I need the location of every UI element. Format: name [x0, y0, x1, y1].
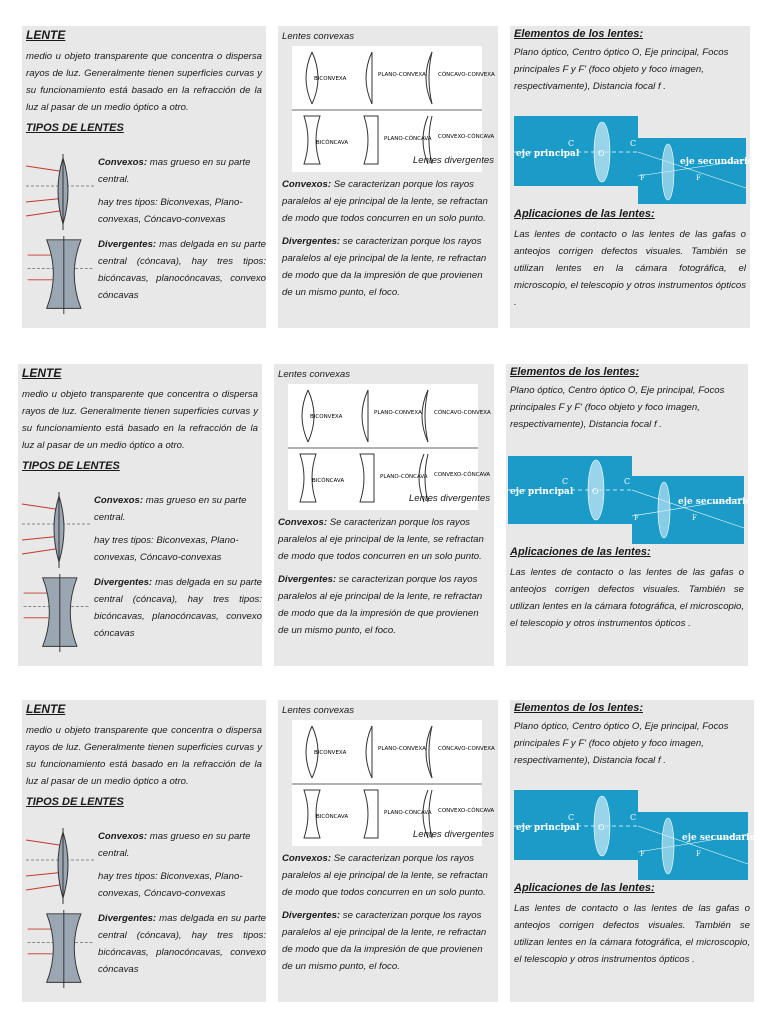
eje-secundario-image — [638, 812, 756, 880]
img-f-right: F — [696, 850, 701, 858]
convex-lens-icon — [22, 492, 90, 572]
eje-secundario-image — [632, 476, 752, 544]
t-convexoconcava: CONVEXO-CÓNCAVA — [434, 472, 491, 478]
img-o: O — [598, 823, 605, 832]
img-f-right: F — [692, 514, 697, 522]
img-c-left: C — [568, 813, 575, 822]
panel-tipos — [278, 26, 498, 328]
t-biconcava: BICÓNCAVA — [316, 814, 349, 820]
img-c-left: C — [568, 139, 575, 148]
t-planoconvexa: PLANO-CONVEXA — [378, 72, 426, 78]
t-biconvexa: BICONVEXA — [310, 414, 343, 420]
divergentes-desc: mas delgada en su parte central (cóncava), hay tres tipos: bicóncavas, planocóncavas, convexo cóncavas — [94, 577, 262, 639]
m-convexos-label: Convexos: — [282, 853, 332, 864]
elementos-title: Elementos de los lentes: — [514, 28, 643, 40]
aplicaciones-text: Las lentes de contacto o las lentes de las gafas o anteojos corrigen defectos visuales. También se utilizan lentes en la cámara fotográfica, el microscopio, el telescopio y otros instrumentos ópticos . — [510, 567, 744, 629]
img-c-left: C — [562, 477, 569, 486]
t-concavoconvexa: CÓNCAVO-CONVEXA — [438, 746, 495, 752]
elementos-text: Plano óptico, Centro óptico O, Eje principal, Focos principales F y F' (foco objeto y foco imagen, respectivamente), Distancia focal f . — [514, 721, 729, 766]
m-divergentes-desc: se caracterizan porque los rayos paralelos al eje principal de la lente, re refractan de modo que da la impresión de que provienen de un mismo punto, el foco. — [278, 574, 483, 636]
convexos-desc: mas grueso en su parte central. — [98, 831, 251, 859]
divergentes-label: Divergentes: — [98, 913, 157, 924]
concave-lens-icon — [22, 574, 90, 654]
t-convexoconcava: CONVEXO-CÓNCAVA — [438, 134, 495, 140]
panel-lente — [18, 364, 262, 666]
convexos-label: Convexos: — [94, 495, 144, 506]
lente-title: LENTE — [26, 702, 66, 716]
t-planoconcava: PLANO-CÓNCAVA — [380, 474, 428, 480]
m-convexos-label: Convexos: — [282, 179, 332, 190]
panel-tipos — [274, 364, 494, 666]
lente-intro: medio u objeto transparente que concentra o dispersa rayos de luz. Generalmente tienen superficies curvas y su funcionamiento está basado en la refracción de la luz al pasar de un medio óptico a otro. — [22, 389, 258, 451]
tipos-title: TIPOS DE LENTES — [26, 796, 124, 808]
img-f-right: F — [696, 174, 701, 182]
convexos-types: hay tres tipos: Biconvexas, Plano-convexas, Cóncavo-convexas — [98, 871, 243, 899]
eje-principal-image — [514, 116, 638, 186]
panel-elementos — [510, 700, 754, 1002]
t-planoconcava: PLANO-CÓNCAVA — [384, 810, 432, 816]
img-eje-secundario: eje secundario — [680, 157, 754, 167]
m-convexos-desc: Se caracterizan porque los rayos paralelos al eje principal de la lente, se refractan de modo que todos concurren en un solo punto. — [278, 517, 484, 562]
elementos-title: Elementos de los lentes: — [514, 702, 643, 714]
img-f-left: F — [640, 850, 645, 858]
t-biconvexa: BICONVEXA — [314, 76, 347, 82]
t-convexoconcava: CONVEXO-CÓNCAVA — [438, 808, 495, 814]
m-divergentes-desc: se caracterizan porque los rayos paralelos al eje principal de la lente, re refractan de modo que da la impresión de que provienen de un mismo punto, el foco. — [282, 236, 487, 298]
convexos-label: Convexos: — [98, 157, 148, 168]
img-o: O — [592, 487, 599, 496]
caption-convexas: Lentes convexas — [282, 705, 354, 716]
img-eje-principal: eje principal — [516, 823, 580, 833]
tipos-title: TIPOS DE LENTES — [22, 460, 120, 472]
img-f-left: F — [640, 174, 645, 182]
convexos-desc: mas grueso en su parte central. — [94, 495, 247, 523]
convex-lens-icon — [26, 828, 94, 908]
elementos-title: Elementos de los lentes: — [510, 366, 639, 378]
caption-divergentes: Lentes divergentes — [412, 829, 494, 840]
t-planoconcava: PLANO-CÓNCAVA — [384, 136, 432, 142]
convexos-types: hay tres tipos: Biconvexas, Plano-convexas, Cóncavo-convexas — [98, 197, 243, 225]
eje-principal-image — [514, 790, 638, 860]
t-biconvexa: BICONVEXA — [314, 750, 347, 756]
m-convexos-label: Convexos: — [278, 517, 328, 528]
img-eje-principal: eje principal — [510, 487, 574, 497]
panel-tipos — [278, 700, 498, 1002]
panel-elementos — [510, 26, 754, 328]
t-planoconvexa: PLANO-CONVEXA — [378, 746, 426, 752]
divergentes-desc: mas delgada en su parte central (cóncava), hay tres tipos: bicóncavas, planocóncavas, convexo cóncavas — [98, 913, 266, 975]
aplicaciones-title: Aplicaciones de las lentes: — [514, 882, 655, 894]
convexos-types: hay tres tipos: Biconvexas, Plano-convexas, Cóncavo-convexas — [94, 535, 239, 563]
panel-elementos — [506, 364, 752, 666]
m-divergentes-label: Divergentes: — [282, 910, 341, 921]
t-concavoconvexa: CÓNCAVO-CONVEXA — [434, 410, 491, 416]
img-f-left: F — [634, 514, 639, 522]
m-divergentes-label: Divergentes: — [282, 236, 341, 247]
img-c-right: C — [630, 813, 637, 822]
img-eje-secundario: eje secundario — [682, 833, 756, 843]
convexos-desc: mas grueso en su parte central. — [98, 157, 251, 185]
m-convexos-desc: Se caracterizan porque los rayos paralelos al eje principal de la lente, se refractan de modo que todos concurren en un solo punto. — [282, 853, 488, 898]
img-o: O — [598, 149, 605, 158]
elementos-text: Plano óptico, Centro óptico O, Eje principal, Focos principales F y F' (foco objeto y foco imagen, respectivamente), Distancia focal f . — [514, 47, 729, 92]
t-planoconvexa: PLANO-CONVEXA — [374, 410, 422, 416]
divergentes-desc: mas delgada en su parte central (cóncava), hay tres tipos: bicóncavas, planocóncavas, convexo cóncavas — [98, 239, 266, 301]
tipos-title: TIPOS DE LENTES — [26, 122, 124, 134]
t-biconcava: BICÓNCAVA — [316, 140, 349, 146]
convex-lens-icon — [26, 154, 94, 234]
lente-title: LENTE — [22, 366, 62, 380]
aplicaciones-title: Aplicaciones de las lentes: — [510, 546, 651, 558]
m-convexos-desc: Se caracterizan porque los rayos paralelos al eje principal de la lente, se refractan de modo que todos concurren en un solo punto. — [282, 179, 488, 224]
elementos-text: Plano óptico, Centro óptico O, Eje principal, Focos principales F y F' (foco objeto y foco imagen, respectivamente), Distancia focal f . — [510, 385, 725, 430]
convexos-label: Convexos: — [98, 831, 148, 842]
aplicaciones-text: Las lentes de contacto o las lentes de las gafas o anteojos corrigen defectos visuales. También se utilizan lentes en la cámara fotográfica, el microscopio, el telescopio y otros instrumentos ópticos . — [514, 229, 746, 308]
img-c-right: C — [624, 477, 631, 486]
caption-convexas: Lentes convexas — [278, 369, 350, 380]
caption-convexas: Lentes convexas — [282, 31, 354, 42]
img-eje-principal: eje principal — [516, 149, 580, 159]
eje-principal-image — [508, 456, 632, 524]
img-c-right: C — [630, 139, 637, 148]
concave-lens-icon — [26, 236, 94, 316]
eje-secundario-image — [638, 138, 754, 204]
lente-intro: medio u objeto transparente que concentra o dispersa rayos de luz. Generalmente tienen superficies curvas y su funcionamiento está basado en la refracción de la luz al pasar de un medio óptico a otro. — [26, 725, 262, 787]
img-eje-secundario: eje secundario — [678, 497, 752, 507]
caption-divergentes: Lentes divergentes — [408, 493, 490, 504]
lente-intro: medio u objeto transparente que concentra o dispersa rayos de luz. Generalmente tienen superficies curvas y su funcionamiento está basado en la refracción de la luz al pasar de un medio óptico a otro. — [26, 51, 262, 113]
divergentes-label: Divergentes: — [94, 577, 153, 588]
t-biconcava: BICÓNCAVA — [312, 478, 345, 484]
caption-divergentes: Lentes divergentes — [412, 155, 494, 166]
aplicaciones-title: Aplicaciones de las lentes: — [514, 208, 655, 220]
aplicaciones-text: Las lentes de contacto o las lentes de las gafas o anteojos corrigen defectos visuales. También se utilizan lentes en la cámara fotográfica, el microscopio, el telescopio y otros instrumentos ópticos . — [514, 903, 750, 965]
m-divergentes-label: Divergentes: — [278, 574, 337, 585]
concave-lens-icon — [26, 910, 94, 990]
panel-lente — [22, 26, 266, 328]
t-concavoconvexa: CÓNCAVO-CONVEXA — [438, 72, 495, 78]
divergentes-label: Divergentes: — [98, 239, 157, 250]
panel-lente — [22, 700, 266, 1002]
lente-title: LENTE — [26, 28, 66, 42]
m-divergentes-desc: se caracterizan porque los rayos paralelos al eje principal de la lente, re refractan de modo que da la impresión de que provienen de un mismo punto, el foco. — [282, 910, 487, 972]
